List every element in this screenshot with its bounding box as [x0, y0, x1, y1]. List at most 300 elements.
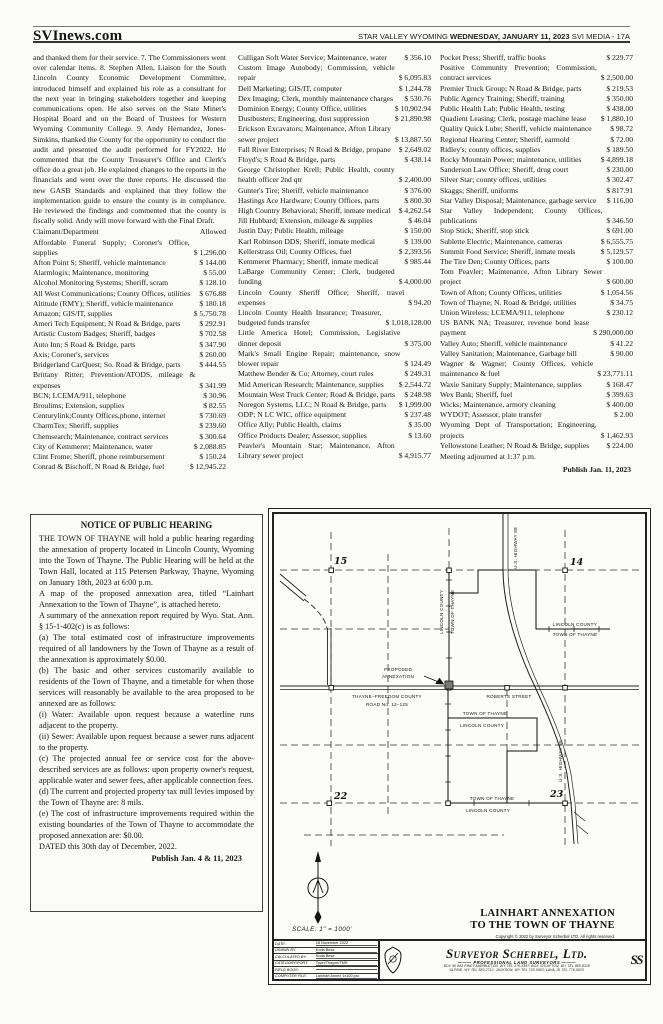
claim-label: Auto Inn; S Road & Bridge, parts — [33, 339, 136, 349]
claim-row — [238, 400, 431, 410]
claim-amount: $ 399.63 — [606, 389, 633, 399]
claim-row — [238, 165, 431, 185]
claim-row — [238, 431, 431, 441]
claim-row — [440, 124, 633, 134]
claim-label: Sublette Electric; Maintenance, cameras — [440, 236, 563, 246]
claim-label: Pocket Press; Sheriff, traffic books — [440, 53, 546, 62]
claim-label: Lincoln County Health Insurance; Treasurer, budgeted funds transfer — [238, 308, 382, 328]
notice-paragraph: THE TOWN OF THAYNE will hold a public hearing regarding the annexation of property located in Lincoln County, Wyoming into the Town of Thayne. The Public Hearing will be held at the Town Hall, located at 115 Petersen Parkway, Thayne, Wyoming on January 18th, 2023 at 6:00 p.m. — [39, 534, 254, 587]
claim-label: Alarmlogix; Maintenance, monitoring — [33, 268, 149, 278]
claim-row — [440, 359, 633, 379]
claim-amount: $ 2,088.85 — [193, 441, 226, 451]
claim-row — [238, 206, 431, 216]
claim-row — [238, 380, 431, 390]
claim-row — [33, 309, 226, 319]
map-copyright: Copyright © 2022 by Surveyor Scherbel LTD. All rights reserved. — [495, 934, 615, 939]
claim-row — [33, 238, 226, 258]
public-hearing-notice — [30, 514, 263, 912]
claim-amount: $ 5,750.78 — [193, 309, 226, 319]
claim-label: Kellerstrass Oil; County Offices, fuel — [238, 246, 352, 256]
claim-row — [440, 400, 633, 410]
claim-label: Sanderson Law Office; Sheriff, drug court — [440, 165, 569, 175]
claim-amount: $ 1,244.78 — [398, 83, 431, 93]
claim-row — [33, 258, 226, 268]
boundary-ticks — [445, 580, 599, 806]
map-label-lincoln-county-vertical: LINCOLN COUNTY — [439, 589, 444, 635]
claim-row — [440, 298, 633, 308]
notice-paragraph: (a) The total estimated cost of infrastructure improvements required of all landowners by the Town of Thayne as a result of the annexation is approximately $0.00. — [39, 633, 254, 664]
claim-row — [238, 390, 431, 400]
claim-label: Noregon Systems, LLC; N Road & Bridge, parts — [238, 399, 387, 409]
claim-amount: $ 229.77 — [606, 53, 633, 62]
claim-amount: $ 985.44 — [404, 257, 431, 267]
claim-amount: $ 444.55 — [199, 360, 226, 370]
claim-amount: $ 168.47 — [606, 379, 633, 389]
claim-label: Afton Point S; Sheriff, vehicle maintenance — [33, 258, 166, 268]
section-number-15: 15 — [334, 556, 348, 567]
claim-amount: $ 350.00 — [606, 93, 633, 103]
claim-row — [33, 340, 226, 350]
claim-amount: $ 23,771.11 — [597, 369, 633, 379]
claim-amount: $ 4,915.77 — [398, 450, 431, 460]
claim-label: Wicks; Maintenance, armory cleaning — [440, 399, 556, 409]
claim-row — [238, 94, 431, 104]
claim-amount: $ 55.00 — [203, 268, 226, 278]
claim-label: Peavler's Mountain Star; Maintenance, Afton Library sewer project — [238, 440, 395, 460]
notice-paragraph: A map of the proposed annexation area, titled “Lainhart Annexation to the Town of Thayne”, is attached hereto. — [39, 589, 254, 609]
map-label-us-highway-bottom: U.S. HIGHWAY 89 — [558, 740, 563, 782]
claim-label: Positive Community Prevention; Commission, contract services — [440, 63, 597, 83]
dateline — [358, 32, 630, 41]
map-label-road-line2: ROAD No. 12–125 — [365, 702, 409, 707]
claim-label: Floyd's; S Road & Bridge, parts — [238, 155, 336, 165]
claim-row — [238, 53, 431, 63]
minutes-intro-paragraph: and thanked them for their service. 7. The Commissioners went over calendar items. 8. Stephen Allen, Liaison for the South Lincoln County Economic Development Committee, introduced himself and explained his role as a consultant for the next year in bringing stakeholders together and keeping communications open. He also serves on the State Miner's Hospital Board and on the Board of Trustees for Western Wyoming Community College. 9. Andy Hernandez, Jones-Simkins, thanked the County for the opportunity to conduct the audit and presented the audit performed for FY2022. He commented that the County Treasurer's Office and Clerk's office do a great job. He explained changes to the reports in the financials and went over the three reports. He discussed the new GASB Standards and explained that they follow the implementation guide to ensure the county is in compliance. He reviewed the findings and commented that the county is fiscally solid. Andy will move forward with the Final Draft. — [33, 53, 226, 226]
claim-row — [440, 390, 633, 400]
claim-amount: $ 82.55 — [203, 400, 226, 410]
notice-paragraphs — [39, 533, 254, 852]
claim-row — [33, 442, 226, 452]
claim-row — [238, 288, 431, 308]
claim-label: Rocky Mountain Power; maintenance, utilities — [440, 155, 582, 165]
titleblock-label: DRAWN BY: — [275, 948, 297, 953]
claim-row — [33, 391, 226, 401]
section-number-23: 23 — [550, 789, 564, 800]
map-label-roberts-street: ROBERTS STREET — [486, 694, 532, 699]
notice-paragraph: (d) The current and projected property tax mill levies imposed by the Town of Thayne are: 8 mils. — [39, 787, 254, 807]
west-county-road — [280, 574, 331, 685]
claim-row — [33, 401, 226, 411]
claim-amount: $ 302.47 — [606, 175, 633, 185]
titleblock-value: 28 November 2022 — [316, 941, 377, 946]
map-label-lincoln-county-ne: LINCOLN COUNTY — [552, 622, 598, 627]
claim-label: High Country Behavioral; Sheriff, inmate medical — [238, 206, 391, 216]
section-number-22: 22 — [334, 791, 348, 802]
map-title-line2: TO THE TOWN OF THAYNE — [470, 920, 615, 931]
claim-row — [440, 247, 633, 257]
claim-amount: $ 676.88 — [199, 288, 226, 298]
claim-label: Yellowstone Leather; N Road & Bridge, supplies — [440, 440, 590, 450]
claim-row — [440, 257, 633, 267]
claim-amount: $ 2,544.72 — [398, 379, 431, 389]
map-title-line1: LAINHART ANNEXATION — [480, 908, 615, 919]
notice-paragraph: (i) Water: Available upon request because a waterline runs adjacent to the property. — [39, 710, 254, 730]
claim-row — [238, 63, 431, 83]
claim-label: City of Kemmerer; Maintenance, water — [33, 441, 153, 451]
claim-amount: $ 1,296.00 — [193, 247, 226, 257]
claim-label: Mark's Small Engine Repair; maintenance, snow blower repair — [238, 348, 401, 369]
claim-label: Mountain West Truck Center; Road & Bridge, parts — [238, 389, 396, 399]
claim-row — [440, 237, 633, 247]
claim-amount: $ 13.60 — [408, 430, 431, 440]
masthead-site-name: SVInews.com — [33, 28, 123, 44]
claim-label: Union Wireless; LCEMA/911, telephone — [440, 308, 565, 318]
claim-amount: $ 6,095.83 — [398, 73, 431, 83]
claim-amount: $ 230.12 — [606, 308, 633, 318]
claim-row — [440, 155, 633, 165]
claim-amount: $ 346.50 — [606, 216, 633, 226]
titleblock-value: Lainhart Annex 1x100.pro — [316, 974, 377, 979]
meeting-adjourned-line: Meeting adjourned at 1:37 p.m. — [440, 451, 536, 461]
map-label-town-of-thayne-mid: TOWN OF THAYNE — [462, 711, 508, 716]
claim-row — [238, 369, 431, 379]
claim-label: LaBarge Community Center; Clerk, budgeted funding — [238, 267, 395, 287]
claim-label: WYDOT; Assessor, plate transfer — [440, 410, 542, 420]
map-scale-label: SCALE: 1" = 1000' — [292, 926, 352, 933]
claim-amount: $ 150.24 — [199, 451, 226, 461]
claim-label: Custom Image Autobody; Commission, vehicle repair — [238, 63, 395, 83]
minutes-column-2 — [238, 53, 431, 461]
claim-label: Dustbusters; Engineering, dust suppression — [238, 114, 370, 124]
claim-amount: $ 12,945.22 — [189, 462, 226, 472]
notice-paragraph: DATED this 30th day of December, 2022. — [39, 842, 177, 851]
claim-label: Wex Bank; Sheriff, fuel — [440, 389, 513, 399]
claim-label: Karl Robinson DDS; Sheriff, inmate medical — [238, 236, 375, 246]
claim-row — [238, 226, 431, 236]
claim-row — [238, 420, 431, 430]
claim-amount: $ 530.76 — [404, 93, 431, 103]
claim-row — [440, 380, 633, 390]
claim-row — [440, 410, 633, 420]
claims-list-col3 — [440, 53, 633, 451]
claim-label: Office Ally; Public Health, claims — [238, 420, 342, 430]
claim-label: BCN; LCEMA/911, telephone — [33, 390, 126, 400]
claim-amount: $ 300.64 — [199, 431, 226, 441]
notice-paragraph: (b) The basic and other services customarily available to residents of the Town of Thayne, and a timetable for when those services will reasonably be available to the area proposed to be annexed are as follows: — [39, 666, 254, 708]
titleblock-row — [274, 974, 378, 980]
claim-row — [33, 289, 226, 299]
minutes-publish-line: Publish Jan. 11, 2023 — [562, 465, 631, 475]
claim-row — [440, 84, 633, 94]
claim-amount: $ 41.22 — [610, 338, 633, 348]
claim-amount: $ 72.00 — [610, 134, 633, 144]
surveyor-firm-block — [380, 941, 645, 979]
dateline-media: SVI MEDIA - 17A — [569, 32, 630, 41]
titleblock-label: DATE: — [275, 941, 286, 946]
claim-amount: $ 1,462.93 — [600, 430, 633, 440]
claim-row — [440, 53, 633, 63]
claim-row — [440, 420, 633, 440]
claim-row — [33, 462, 226, 472]
dateline-date: WEDNESDAY, JANUARY 11, 2023 — [450, 32, 570, 41]
claim-label: Premier Truck Group; N Road & Bridge, parts — [440, 83, 582, 93]
claim-amount: $ 30.96 — [203, 390, 226, 400]
top-hairline — [33, 26, 630, 27]
titleblock-value — [316, 969, 377, 970]
claim-label: Wagner & Wagner; County Offices, vehicle maintenance & fuel — [440, 359, 594, 379]
claim-amount: $ 2,393.56 — [398, 246, 431, 256]
claim-label: Fall River Enterprises; N Road & Bridge, propane — [238, 144, 391, 154]
claim-row — [440, 441, 633, 451]
claim-label: Centurylink;County Offices,phone, internet — [33, 411, 166, 421]
claim-amount: $ 21,890.98 — [394, 114, 431, 124]
claim-row — [33, 452, 226, 462]
claim-label: Conrad & Bischoff, N Road & Bridge, fuel — [33, 462, 165, 472]
claim-row — [238, 267, 431, 287]
claim-row — [33, 278, 226, 288]
surveyor-logo — [383, 946, 403, 974]
claims-header-allowed: Allowed — [199, 227, 226, 237]
claim-amount: $ 1,999.00 — [398, 399, 431, 409]
map-label-proposed-line1: PROPOSED — [383, 667, 413, 672]
claim-row — [33, 299, 226, 309]
claim-amount: $ 116.00 — [606, 195, 633, 205]
claim-label: Regional Hearing Center; Sheriff, earmold — [440, 134, 570, 144]
claim-label: Star Valley Disposal; Maintenance, garbage service — [440, 195, 597, 205]
claim-row — [440, 145, 633, 155]
claim-row — [440, 339, 633, 349]
claim-row — [238, 328, 431, 348]
claim-label: Mid American Research; Maintenance, supplies — [238, 379, 384, 389]
claim-row — [33, 350, 226, 360]
surveyor-monogram: SS — [630, 952, 642, 967]
claim-amount: $ 600.00 — [606, 277, 633, 287]
minutes-column-1 — [33, 53, 226, 472]
claim-amount: $ 90.00 — [610, 348, 633, 358]
map-label-road-line1: THAYNE–FREEDOM COUNTY — [352, 694, 422, 699]
proposed-annexation-arrow — [424, 676, 444, 684]
titleblock-value: Town/Thayne/TMR — [316, 961, 377, 966]
claim-label: Waxie Sanitary Supply; Maintenance, supplies — [440, 379, 582, 389]
claim-row — [238, 84, 431, 94]
claim-label: Clint Frome; Sheriff, phone reimbursement — [33, 451, 165, 461]
claim-row — [238, 247, 431, 257]
claim-label: Bridgerland CarQuest; So. Road & Bridge, parts — [33, 360, 181, 370]
claim-amount: $ 1,018,128.00 — [385, 318, 431, 328]
claim-amount: $ 4,262.54 — [398, 206, 431, 216]
claims-list-col2 — [238, 53, 431, 461]
claim-amount: $ 800.30 — [404, 195, 431, 205]
notice-paragraph: A summary of the annexation report required by Wyo. Stat. Ann. § 15-1-402(c) is as follows: — [39, 611, 254, 631]
titleblock-label: CALCULATED BY: — [275, 954, 307, 959]
claim-label: Dell Marketing; GIS/IT, computer — [238, 83, 343, 93]
claim-row — [440, 318, 633, 338]
claim-amount: $ 189.50 — [606, 144, 633, 154]
claim-amount: $ 139.00 — [404, 236, 431, 246]
claim-amount: $ 438.14 — [404, 155, 431, 165]
claim-row — [238, 308, 431, 328]
claim-amount: $ 224.00 — [606, 440, 633, 450]
claim-row — [238, 237, 431, 247]
map-label-proposed-line2: ANNEXATION — [381, 674, 415, 679]
claim-amount: $ 13,887.50 — [394, 134, 431, 144]
claim-label: Lincoln County Sheriff Office; Sheriff, travel expenses — [238, 287, 405, 307]
dateline-location: STAR VALLEY WYOMING — [358, 32, 451, 41]
map-title-block-strip — [274, 939, 645, 979]
claim-amount: $ 249.31 — [404, 369, 431, 379]
claim-row — [238, 186, 431, 196]
claim-amount: $ 400.00 — [606, 399, 633, 409]
claim-label: Gunter's Tire; Sheriff, vehicle maintenance — [238, 185, 369, 195]
claim-row — [238, 145, 431, 155]
claim-amount: $ 35.00 — [408, 420, 431, 430]
claim-row — [440, 114, 633, 124]
claim-label: All West Communications; County Offices, utilities — [33, 288, 191, 298]
claim-amount: $ 180.18 — [199, 298, 226, 308]
claim-label: US BANK NA; Treasurer, revenue bond lease payment — [440, 318, 590, 338]
claim-amount: $ 34.75 — [610, 297, 633, 307]
claim-row — [238, 216, 431, 226]
claim-label: Quality Quick Lube; Sheriff, vehicle maintenance — [440, 124, 592, 134]
claim-label: Public Health Lab; Public Health, testing — [440, 104, 565, 114]
notice-paragraph: (c) The projected annual fee or service cost for the above-described services are as follows: upon property owner's request, applicable water and sewer fees, after applicable connection fees. — [39, 754, 254, 785]
claim-label: Hastings Ace Hardware; County Offices, parts — [238, 195, 380, 205]
claim-label: Axis; Coroner's, services — [33, 349, 109, 359]
claim-label: Brittany Ritter; Prevention/ATODS, mileage & expenses — [33, 370, 196, 390]
map-label-lincoln-county-mid: LINCOLN COUNTY — [459, 723, 505, 728]
claim-label: Wyoming Dept of Transportation; Engineering, projects — [440, 420, 597, 440]
claim-amount: $ 150.00 — [404, 226, 431, 236]
claim-label: Culligan Soft Water Service; Maintenance, water — [238, 53, 387, 62]
claim-label: Tom Peavler; Maintenance, Afton Library Sewer project — [440, 267, 603, 287]
claim-row — [238, 114, 431, 124]
claims-table-header — [33, 227, 226, 237]
claim-amount: $ 2,500.00 — [600, 73, 633, 83]
claim-row — [33, 360, 226, 370]
claim-amount: $ 2,649.02 — [398, 144, 431, 154]
claim-row — [440, 175, 633, 185]
claim-row — [440, 104, 633, 114]
claim-label: Star Valley Independent; County Offices, publications — [440, 206, 603, 226]
claim-row — [440, 94, 633, 104]
claim-label: Chemsearch; Maintenance, contract services — [33, 431, 169, 441]
claim-row — [238, 196, 431, 206]
claim-amount: $ 347.90 — [199, 339, 226, 349]
claim-label: Broulims; Extension, supplies — [33, 400, 125, 410]
claim-label: Ameri Tech Equipment; N Road & Bridge, parts — [33, 319, 181, 329]
surveyor-firm-address2: ALPINE, WY TEL 883-2712; JACKSON, WY TEL 733-5903; LAVA, ID TEL 776-5633 — [449, 968, 584, 973]
claim-amount: $ 292.91 — [199, 319, 226, 329]
titleblock-label: COMPUTER FILE: — [275, 974, 307, 979]
titleblock-value: Koda Besa — [316, 954, 377, 959]
claim-label: Kemmerer Pharmacy; Sheriff, inmate medical — [238, 257, 379, 267]
claim-label: Ridley's; county offices, supplies — [440, 144, 541, 154]
claim-row — [33, 319, 226, 329]
claim-amount: $ 144.00 — [199, 258, 226, 268]
claim-amount: $ 10,902.94 — [394, 104, 431, 114]
claim-label: Valley Sanitation; Maintenance, Garbage bill — [440, 348, 577, 358]
claim-label: The Tire Den; County Offices, parts — [440, 257, 550, 267]
claim-amount: $ 691.00 — [606, 226, 633, 236]
claim-label: Artistic Custom Badges; Sheriff, badges — [33, 329, 156, 339]
claim-amount: $ 230.00 — [606, 165, 633, 175]
claim-row — [238, 410, 431, 420]
claim-row — [440, 165, 633, 175]
claim-amount: $ 260.00 — [199, 349, 226, 359]
titleblock-value: Koda Besa — [316, 948, 377, 953]
claim-amount: $ 5,129.57 — [600, 246, 633, 256]
claim-label: CharmTex; Sheriff, supplies — [33, 421, 119, 431]
claim-amount: $ 219.53 — [606, 83, 633, 93]
claim-row — [238, 104, 431, 114]
claim-amount: $ 375.00 — [404, 338, 431, 348]
map-label-lincoln-county-south: LINCOLN COUNTY — [465, 808, 511, 813]
claim-label: Silver Star; county offices, utilities — [440, 175, 546, 185]
claim-label: Skaggs; Sheriff, uniforms — [440, 185, 519, 195]
claim-label: Town of Thayne; N. Road & Bridge, utilities — [440, 297, 577, 307]
claim-label: George Christopher Krell; Public Health, county health officer 2nd qtr — [238, 165, 395, 185]
surveyor-firm-address1: BOX 96 BIG PINEY-MARBLETON, WY TEL 276-3347; BOX 325 AFTON, WY TEL 885-8318 — [443, 964, 590, 969]
annexation-map — [274, 514, 645, 941]
surveyor-firm-subtitle: ——— PROFESSIONAL LAND SURVEYORS ——— — [406, 961, 628, 965]
minutes-column-3 — [440, 53, 633, 475]
claim-amount: $ 376.00 — [404, 185, 431, 195]
claim-label: Office Products Dealer; Assessor, supplies — [238, 430, 367, 440]
claim-row — [440, 267, 633, 287]
map-label-us-highway-top: U.S. HIGHWAY 89 — [513, 527, 518, 569]
claim-row — [440, 206, 633, 226]
claim-label: Town of Afton; County Offices, utilities — [440, 287, 562, 297]
claim-label: Alcohol Monitoring Systems; Sheriff, scram — [33, 278, 169, 288]
claim-label: Stop Stick; Sheriff, stop stick — [440, 226, 530, 236]
claims-list-col1 — [33, 238, 226, 473]
claim-row — [440, 63, 633, 83]
map-label-town-of-thayne-vertical: TOWN OF THAYNE — [450, 589, 455, 635]
notice-paragraph: (ii) Sewer: Available upon request because a sewer runs adjacent to the property. — [39, 732, 254, 752]
claim-amount: $ 1,880.10 — [600, 114, 633, 124]
claim-label: Quadient Leasing; Clerk, postage machine lease — [440, 114, 587, 124]
claim-label: Public Agency Training; Sheriff, training — [440, 93, 565, 103]
claim-amount: $ 248.98 — [404, 389, 431, 399]
claim-amount: $ 6,555.75 — [600, 236, 633, 246]
claim-amount: $ 730.69 — [199, 411, 226, 421]
claim-amount: $ 98.72 — [610, 124, 633, 134]
notice-paragraph: (e) The cost of infrastructure improvements required within the existing boundaries of the Town of Thayne to accommodate the proposed annexation are: $0.00. — [39, 809, 254, 840]
claim-row — [440, 226, 633, 236]
claim-amount: $ 2.00 — [614, 410, 633, 420]
claim-amount: $ 702.58 — [199, 329, 226, 339]
claim-label: Amazon; GIS/IT, supplies — [33, 309, 113, 319]
claim-label: Little America Hotel; Commission, Legislative dinner deposit — [238, 328, 401, 348]
header-rule — [33, 41, 630, 43]
claim-label: Dominion Energy; County Office, utilities — [238, 104, 367, 114]
claim-row — [33, 421, 226, 431]
map-label-town-of-thayne-ne: TOWN OF THAYNE — [552, 632, 598, 637]
proposed-annexation-parcel — [445, 681, 453, 689]
claim-row — [440, 196, 633, 206]
claim-label: Valley Auto; Sheriff, vehicle maintenance — [440, 338, 568, 348]
claim-label: Erickson Excavators; Maintenance, Afton Library sewer project — [238, 124, 391, 144]
claim-label: Summit Food Service; Sheriff, inmate meals — [440, 246, 576, 256]
claim-amount: $ 239.60 — [199, 421, 226, 431]
claim-amount: $ 290,000.00 — [593, 328, 633, 338]
titleblock-label: CATEGORY/PORT: — [275, 961, 309, 966]
claim-row — [238, 349, 431, 369]
surveyor-firm-text — [406, 947, 628, 972]
claim-row — [440, 135, 633, 145]
claim-label: Jill Hubbard; Extension, mileage & supplies — [238, 216, 373, 226]
notice-publish-line: Publish Jan. 4 & 11, 2023 — [151, 854, 242, 863]
